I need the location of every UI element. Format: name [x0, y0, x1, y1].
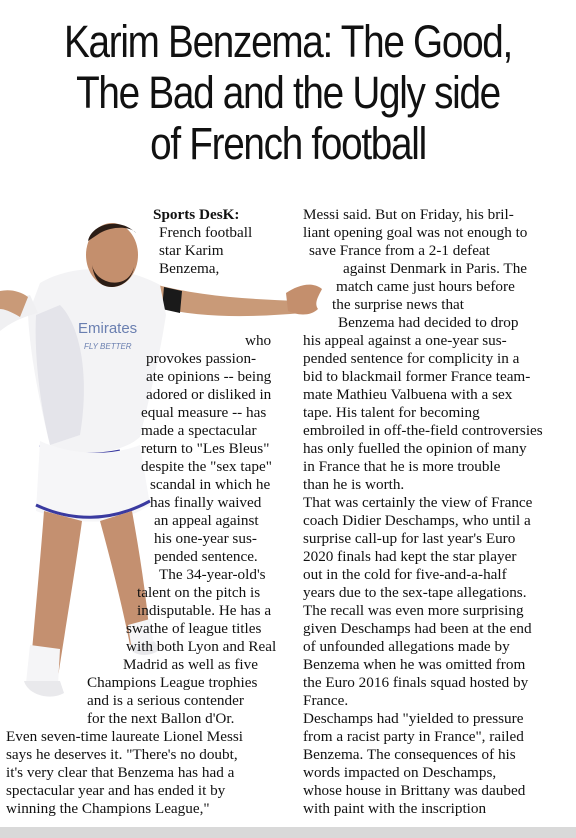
col2-line-6: the surprise news that	[332, 296, 465, 313]
col1-line-27: says he deserves it. "There's no doubt,	[6, 746, 238, 763]
col1-line-21: with both Lyon and Real	[126, 638, 277, 655]
col1-line-28: it's very clear that Benzema has had a	[6, 764, 235, 781]
col1-line-6: ate opinions -- being	[146, 368, 272, 385]
col1-line-25: for the next Ballon d'Or.	[87, 710, 235, 727]
col2-line-17: That was certainly the view of France	[303, 494, 533, 511]
jersey-sponsor-text: Emirates	[78, 320, 138, 337]
col2-line-27: the Euro 2016 finals squad hosted by	[303, 674, 529, 691]
col1-line-5: provokes passion-	[146, 350, 257, 367]
col1-line-18: talent on the pitch is	[137, 584, 261, 601]
col1-line-16: pended sentence.	[154, 548, 258, 565]
col1-line-19: indisputable. He has a	[137, 602, 272, 619]
byline: Sports DesK:	[153, 206, 240, 223]
col2-line-33: whose house in Brittany was daubed	[303, 782, 526, 799]
col2-line-14: has only fuelled the opinion of many	[303, 440, 527, 457]
col2-line-25: of unfounded allegations made by	[303, 638, 510, 655]
headline-line-3: of French football	[150, 118, 426, 169]
col2-line-18: coach Didier Deschamps, who until a	[303, 512, 531, 529]
col2-line-3: save France from a 2-1 defeat	[309, 242, 490, 259]
col2-line-22: years due to the sex-tape allegations.	[303, 584, 527, 601]
col1-line-4: who	[245, 332, 272, 349]
col2-line-12: tape. His talent for becoming	[303, 404, 480, 421]
col1-line-30: winning the Champions League,"	[6, 800, 210, 817]
col1-line-10: return to "Les Bleus"	[141, 440, 270, 457]
col1-line-7: adored or disliked in	[146, 386, 272, 403]
col2-line-8: his appeal against a one-year sus-	[303, 332, 507, 349]
col1-line-9: made a spectacular	[141, 422, 257, 439]
col1-line-17: The 34-year-old's	[159, 566, 266, 583]
col1-line-8: equal measure -- has	[141, 404, 267, 421]
col2-line-19: surprise call-up for last year's Euro	[303, 530, 516, 547]
col1-line-23: Champions League trophies	[87, 674, 258, 691]
col2-line-30: from a racist party in France", railed	[303, 728, 524, 745]
col1-line-2: star Karim	[159, 242, 224, 259]
col2-line-9: pended sentence for complicity in a	[303, 350, 520, 367]
jersey-sponsor-subtext: FLY BETTER	[84, 342, 132, 351]
col2-line-10: bid to blackmail former France team-	[303, 368, 531, 385]
col1-line-24: and is a serious contender	[87, 692, 244, 709]
col1-line-1: French football	[159, 224, 253, 241]
page-bottom-edge	[0, 827, 576, 838]
col2-line-29: Deschamps had "yielded to pressure	[303, 710, 524, 727]
col1-line-15: his one-year sus-	[154, 530, 257, 547]
col1-line-12: scandal in which he	[150, 476, 271, 493]
col2-line-16: than he is worth.	[303, 476, 405, 493]
col2-line-31: Benzema. The consequences of his	[303, 746, 516, 763]
col1-line-20: swathe of league titles	[126, 620, 262, 637]
col1-line-26: Even seven-time laureate Lionel Messi	[6, 728, 244, 745]
col2-line-32: words impacted on Deschamps,	[303, 764, 497, 781]
col1-line-14: an appeal against	[154, 512, 259, 529]
headline-line-2: The Bad and the Ugly side	[76, 67, 500, 118]
col1-line-29: spectacular year and has ended it by	[6, 782, 226, 799]
col2-line-23: The recall was even more surprising	[303, 602, 524, 619]
col2-line-2: liant opening goal was not enough to	[303, 224, 528, 241]
col1-line-3: Benzema,	[159, 260, 220, 277]
headline-line-1: Karim Benzema: The Good,	[63, 16, 513, 67]
col2-line-1: Messi said. But on Friday, his bril-	[303, 206, 514, 223]
col2-line-15: in France that he is more trouble	[303, 458, 501, 475]
col2-line-11: mate Mathieu Valbuena with a sex	[303, 386, 513, 403]
col1-line-22: Madrid as well as five	[123, 656, 258, 673]
col2-line-5: match came just hours before	[336, 278, 515, 295]
col2-line-20: 2020 finals had kept the star player	[303, 548, 517, 565]
col2-line-26: Benzema when he was omitted from	[303, 656, 526, 673]
col2-line-28: France.	[303, 692, 349, 709]
col2-line-24: given Deschamps had been at the end	[303, 620, 532, 637]
col2-line-34: with paint with the inscription	[303, 800, 487, 817]
col2-line-7: Benzema had decided to drop	[338, 314, 519, 331]
col2-line-21: out in the cold for five-and-a-half	[303, 566, 507, 583]
col1-line-13: has finally waived	[150, 494, 262, 511]
headline	[40, 16, 535, 169]
col2-line-13: embroiled in off-the-field controversies	[303, 422, 543, 439]
col1-line-11: despite the "sex tape"	[141, 458, 272, 475]
col2-line-4: against Denmark in Paris. The	[343, 260, 528, 277]
